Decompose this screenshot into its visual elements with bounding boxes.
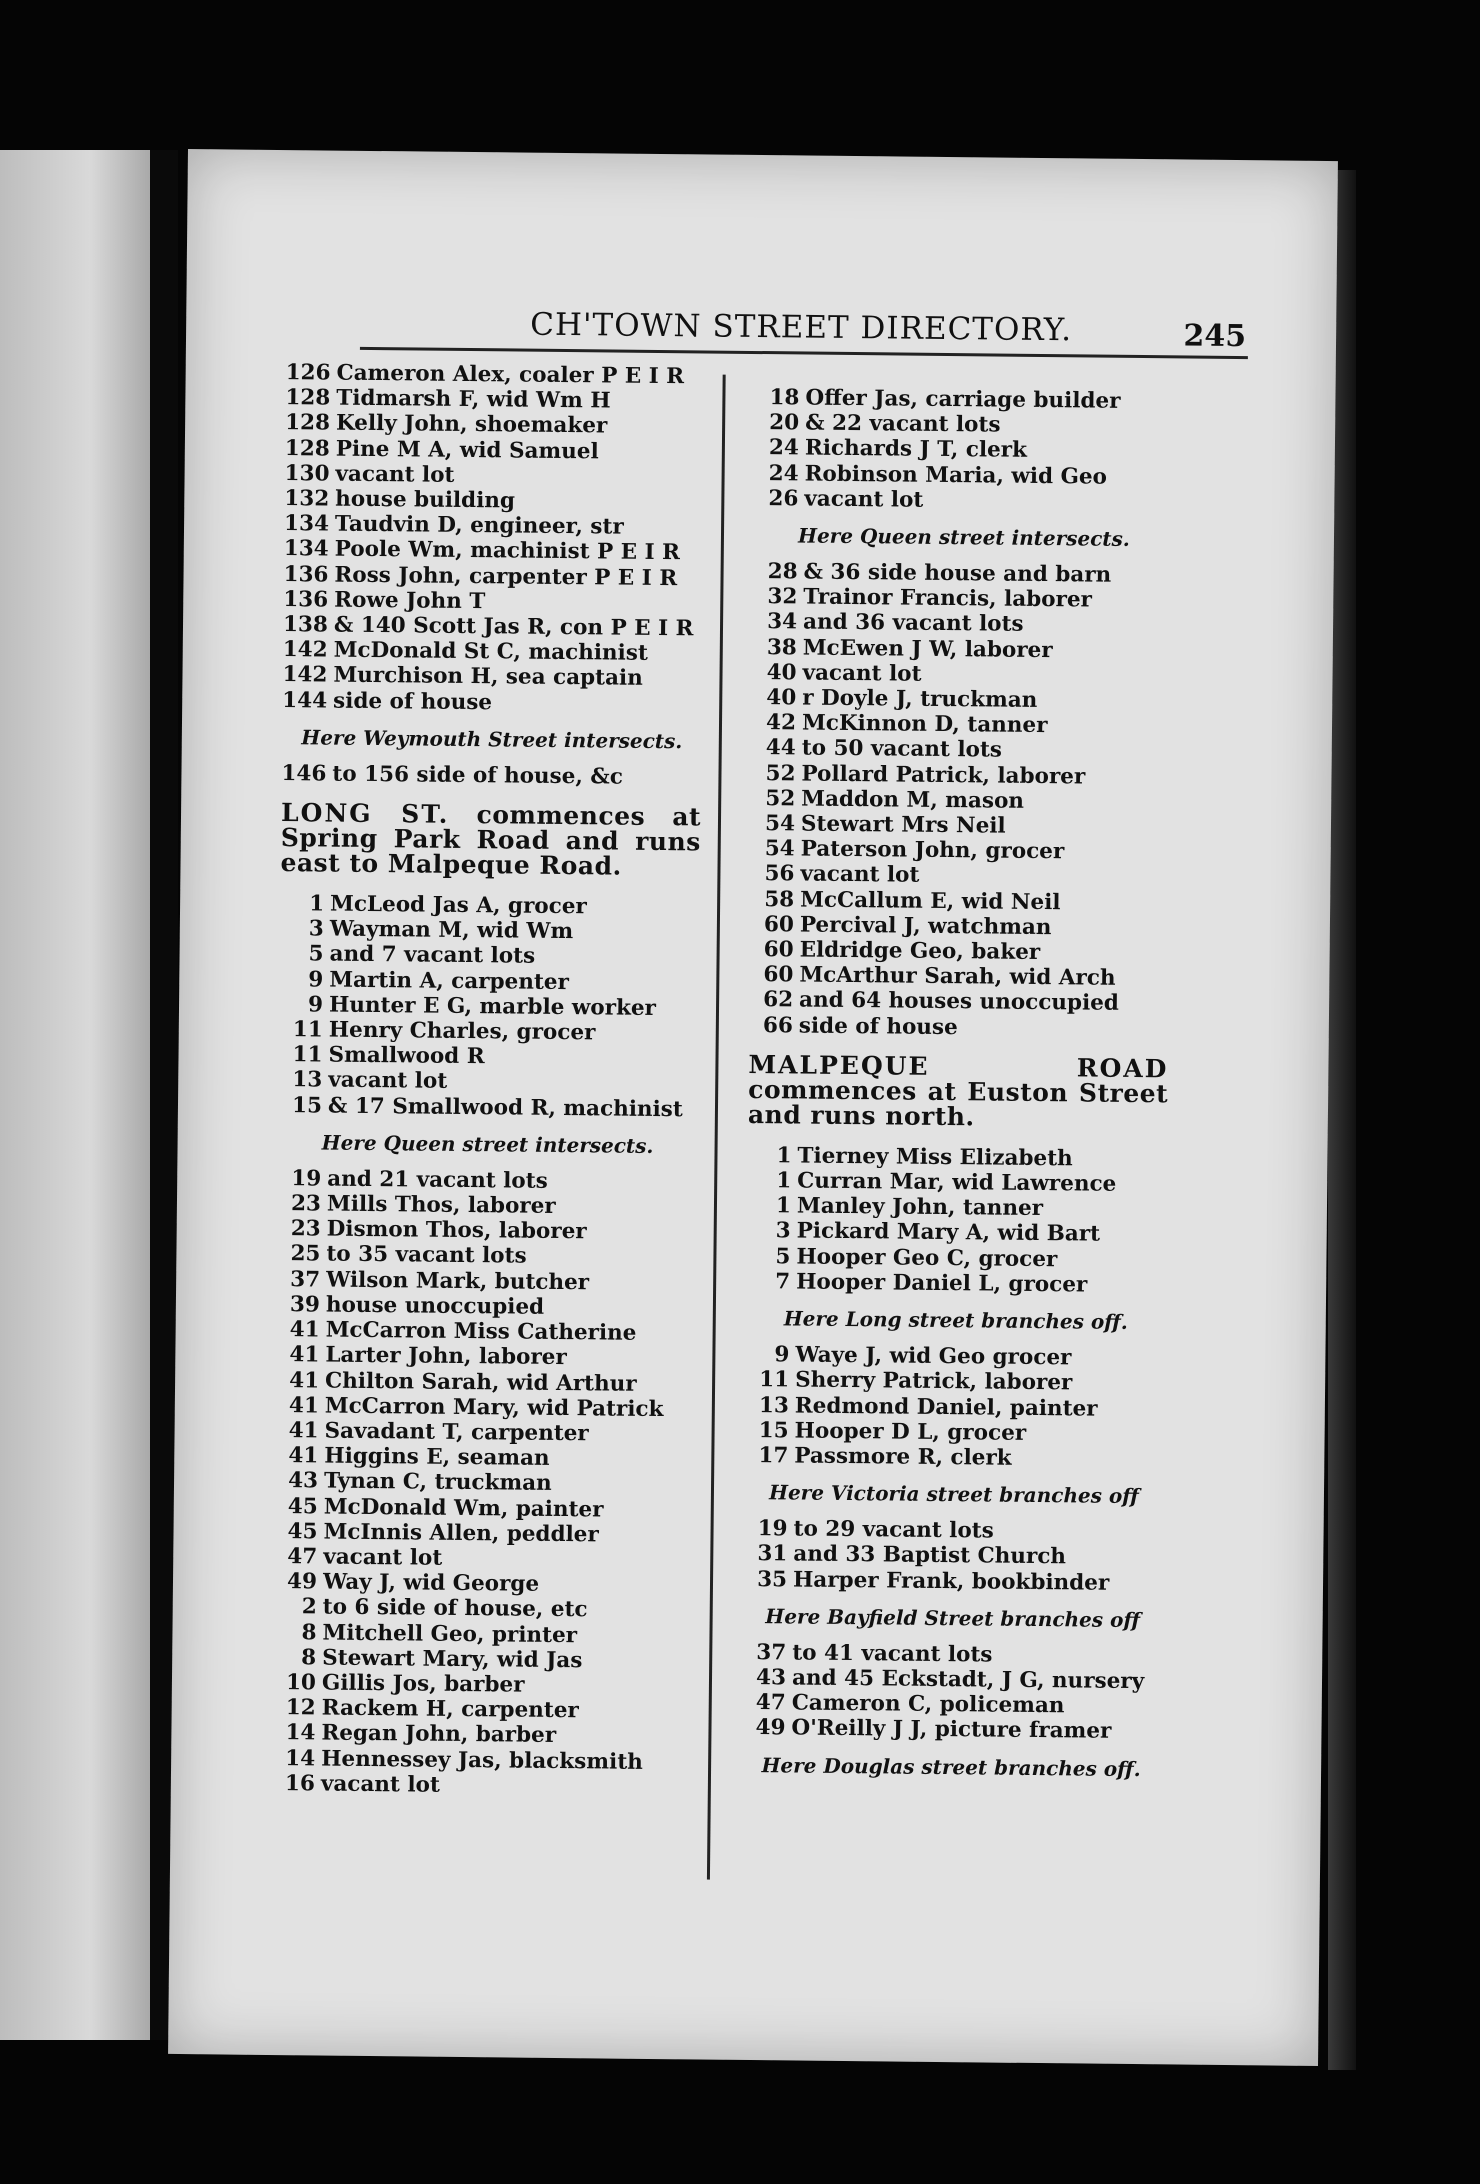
entry-text: Murchison H, sea captain	[333, 663, 643, 692]
house-number: 138	[282, 612, 329, 638]
entry-text: vacant lot	[802, 660, 922, 687]
house-number: 60	[763, 911, 795, 938]
entry-text: Robinson Maria, wid Geo	[804, 461, 1108, 490]
directory-entry	[271, 1771, 691, 1801]
entry-text: Hennessey Jas, blacksmith	[321, 1746, 643, 1775]
entry-text: Hunter E G, marble worker	[328, 992, 657, 1021]
house-number: 1	[309, 891, 325, 917]
entry-text: O'Reilly J J, picture framer	[791, 1715, 1112, 1745]
house-number: 12	[285, 1695, 316, 1721]
house-number: 3	[308, 916, 324, 942]
intersection-note: Here Douglas street branches off.	[761, 1752, 1141, 1781]
house-number: 7	[775, 1269, 791, 1295]
entry-text: Ross John, carpenter P E I R	[334, 562, 678, 591]
entry-text: McCarron Miss Catherine	[325, 1317, 637, 1346]
house-number: 132	[284, 486, 330, 512]
entry-text: Cameron Alex, coaler P E I R	[336, 360, 685, 390]
house-number: 136	[283, 561, 329, 588]
house-number: 13	[292, 1067, 323, 1093]
entry-text: Tynan C, truckman	[323, 1468, 552, 1497]
entry-text: McEwen J W, laborer	[802, 635, 1053, 663]
directory-entry	[278, 1093, 698, 1123]
entry-text: Passmore R, clerk	[794, 1443, 1012, 1471]
entry-text: Rowe John T	[334, 587, 486, 614]
house-number: 142	[282, 637, 328, 663]
house-number: 11	[292, 1042, 323, 1068]
house-number: 42	[765, 710, 797, 736]
left-column	[271, 360, 706, 1800]
entry-text: Sherry Patrick, laborer	[795, 1367, 1073, 1396]
entry-text: Mills Thos, laborer	[326, 1191, 556, 1220]
house-number: 54	[764, 811, 796, 837]
entry-text: vacant lot	[804, 486, 924, 513]
house-number: 128	[285, 385, 331, 411]
entry-text: Curran Mar, wid Lawrence	[797, 1168, 1117, 1197]
entry-text: Cameron C, policeman	[791, 1690, 1065, 1719]
entry-text: Trainor Francis, laborer	[803, 584, 1093, 613]
house-number: 9	[307, 992, 324, 1018]
house-number: 23	[290, 1216, 321, 1242]
entry-text: Way J, wid George	[322, 1569, 540, 1597]
house-number: 16	[284, 1770, 316, 1797]
entry-text: Tierney Miss Elizabeth	[797, 1143, 1073, 1172]
house-number: 128	[284, 435, 330, 462]
entry-text: vacant lot	[800, 861, 920, 889]
entry-text: Larter John, laborer	[325, 1342, 567, 1371]
house-number: 54	[764, 836, 795, 862]
house-number: 31	[757, 1541, 788, 1567]
entry-text: r Doyle J, truckman	[802, 685, 1038, 713]
house-number: 11	[292, 1017, 323, 1043]
house-number: 45	[287, 1493, 318, 1519]
entry-text: Chilton Sarah, wid Arthur	[324, 1368, 637, 1397]
house-number: 41	[289, 1342, 320, 1368]
street-name: MALPEQUE ROAD	[748, 1049, 1169, 1084]
street-heading	[280, 800, 701, 879]
entry-text: Paterson John, grocer	[800, 836, 1065, 865]
house-number: 38	[766, 634, 797, 661]
intersection-note: Here Weymouth Street intersects.	[301, 725, 683, 754]
entry-text: McCallum E, wid Neil	[800, 887, 1061, 915]
house-number: 37	[756, 1639, 787, 1666]
page-number: 245	[1183, 318, 1247, 355]
house-number: 146	[281, 760, 327, 787]
entry-text: Pickard Mary A, wid Bart	[796, 1218, 1101, 1248]
house-number: 14	[285, 1720, 316, 1746]
directory-entry	[744, 1443, 1164, 1473]
house-number: 134	[283, 511, 330, 537]
directory-entry	[282, 688, 702, 718]
house-number: 5	[775, 1243, 791, 1270]
entry-text: McDonald Wm, painter	[323, 1494, 604, 1522]
entry-text: Taudvin D, engineer, str	[334, 511, 624, 540]
house-number: 49	[755, 1715, 786, 1741]
entry-text: Poole Wm, machinist P E I R	[334, 537, 681, 566]
house-number: 62	[763, 987, 794, 1013]
entry-text: side of house	[332, 688, 493, 715]
column-divider	[707, 375, 726, 1880]
running-header	[356, 291, 1247, 355]
house-number: 60	[763, 962, 794, 988]
house-number: 14	[285, 1745, 316, 1771]
entry-text: to 156 side of house, &c	[332, 761, 624, 790]
directory-entry	[743, 1566, 1163, 1596]
house-number: 20	[769, 410, 800, 436]
house-number: 3	[775, 1218, 791, 1244]
entry-text: McCarron Mary, wid Patrick	[324, 1393, 664, 1422]
entry-text: Waye J, wid Geo grocer	[795, 1342, 1072, 1371]
entry-text: Eldridge Geo, baker	[799, 937, 1041, 966]
directory-entry	[746, 1269, 1166, 1299]
entry-text: Hooper Daniel L, grocer	[796, 1269, 1088, 1298]
entry-text: McDonald St C, machinist	[333, 637, 648, 667]
entry-text: and 7 vacant lots	[329, 942, 536, 970]
house-number: 40	[766, 685, 797, 711]
entry-text: vacant lot	[323, 1544, 443, 1571]
house-number: 5	[308, 941, 324, 967]
house-number: 24	[768, 460, 799, 487]
entry-text: to 6 side of house, etc	[322, 1594, 588, 1623]
entry-text: McKinnon D, tanner	[801, 710, 1048, 739]
entry-text: Richards J T, clerk	[804, 435, 1028, 464]
house-number: 17	[758, 1442, 789, 1469]
entry-text: Smallwood R	[328, 1042, 485, 1070]
house-number: 44	[765, 735, 796, 761]
entry-text: Gillis Jos, barber	[321, 1670, 525, 1698]
entry-text: house unoccupied	[325, 1292, 545, 1320]
entry-text: Harper Frank, bookbinder	[792, 1566, 1110, 1596]
entry-text: Dismon Thos, laborer	[326, 1216, 587, 1245]
house-number: 130	[284, 460, 330, 487]
directory-entry	[741, 1715, 1161, 1745]
entry-text: Hooper Geo C, grocer	[796, 1244, 1058, 1272]
entry-text: house building	[335, 486, 516, 514]
house-number: 9	[308, 966, 324, 993]
house-number: 58	[764, 886, 795, 913]
entry-text: McInnis Allen, peddler	[323, 1519, 599, 1548]
entry-text: and 33 Baptist Church	[793, 1541, 1067, 1570]
street-heading	[747, 1049, 1169, 1132]
entry-text: Wilson Mark, butcher	[326, 1267, 590, 1295]
house-number: 25	[290, 1241, 321, 1267]
street-description: commences at Spring Park Road and runs east to Malpeque Road.	[280, 799, 702, 881]
entry-text: Tidmarsh F, wid Wm H	[336, 385, 611, 414]
house-number: 35	[757, 1566, 788, 1592]
house-number: 34	[767, 609, 798, 635]
entry-text: Rackem H, carpenter	[321, 1695, 579, 1724]
intersection-note: Here Queen street intersects.	[798, 523, 1130, 551]
entry-text: Pine M A, wid Samuel	[335, 436, 599, 464]
house-number: 45	[287, 1518, 318, 1545]
house-number: 134	[283, 536, 329, 562]
house-number: 136	[283, 586, 329, 613]
house-number: 19	[291, 1166, 322, 1192]
entry-text: & 140 Scott Jas R, con P E I R	[333, 612, 694, 642]
entry-text: and 45 Eckstadt, J G, nursery	[791, 1665, 1145, 1695]
directory-page	[168, 149, 1338, 2066]
entry-text: Savadant T, carpenter	[324, 1418, 589, 1447]
house-number: 8	[301, 1645, 317, 1671]
house-number: 39	[289, 1292, 321, 1318]
house-number: 43	[755, 1664, 787, 1691]
entry-text: vacant lot	[328, 1068, 448, 1095]
entry-text: Mitchell Geo, printer	[322, 1620, 578, 1648]
entry-text: to 29 vacant lots	[793, 1516, 994, 1544]
street-description: commences at Euston Street and runs north.	[747, 1074, 1169, 1132]
directory-entry	[754, 486, 1174, 516]
entry-text: Regan John, barber	[321, 1720, 557, 1749]
intersection-note: Here Long street branches off.	[783, 1306, 1128, 1335]
entry-text: Pollard Patrick, laborer	[801, 761, 1086, 790]
entry-text: Stewart Mary, wid Jas	[322, 1645, 583, 1673]
house-number: 56	[764, 861, 795, 887]
house-number: 66	[762, 1012, 793, 1039]
entry-text: vacant lot	[335, 461, 455, 488]
street-name: LONG ST.	[280, 798, 450, 829]
house-number: 41	[288, 1443, 319, 1469]
entry-text: Redmond Daniel, painter	[794, 1392, 1098, 1422]
house-number: 15	[758, 1417, 789, 1444]
entry-text: Wayman M, wid Wm	[329, 916, 574, 945]
house-number: 1	[775, 1193, 792, 1219]
house-number: 24	[768, 435, 800, 461]
entry-text: Martin A, carpenter	[329, 967, 569, 995]
house-number: 37	[290, 1266, 321, 1293]
house-number: 2	[301, 1594, 317, 1620]
house-number: 43	[288, 1468, 319, 1494]
entry-text: to 50 vacant lots	[801, 735, 1003, 764]
entry-text: Henry Charles, grocer	[328, 1017, 596, 1046]
entry-text: Stewart Mrs Neil	[800, 811, 1006, 839]
house-number: 52	[765, 760, 796, 787]
house-number: 28	[767, 559, 798, 585]
house-number: 47	[287, 1544, 318, 1570]
intersection-note: Here Bayfield Street branches off	[765, 1603, 1141, 1632]
house-number: 52	[765, 785, 796, 812]
right-column	[741, 385, 1176, 1793]
entry-text: to 41 vacant lots	[792, 1640, 993, 1668]
house-number: 142	[282, 662, 328, 688]
entry-text: to 35 vacant lots	[326, 1242, 527, 1270]
directory-entry	[281, 761, 701, 791]
entry-text: Percival J, watchman	[799, 912, 1052, 940]
house-number: 41	[289, 1367, 320, 1393]
house-number: 26	[768, 485, 799, 512]
house-number: 41	[289, 1317, 320, 1343]
house-number: 10	[285, 1670, 317, 1696]
entry-text: Manley John, tanner	[796, 1193, 1044, 1222]
house-number: 9	[774, 1342, 790, 1368]
directory-entry	[749, 1013, 1169, 1043]
house-number: 13	[758, 1392, 790, 1418]
facing-page-edge	[0, 150, 150, 2040]
house-number: 144	[282, 687, 328, 714]
house-number: 19	[757, 1516, 788, 1542]
entry-text: and 64 houses unoccupied	[798, 987, 1120, 1017]
house-number: 15	[291, 1092, 323, 1119]
entry-text: Kelly John, shoemaker	[335, 411, 608, 439]
house-number: 41	[288, 1418, 319, 1444]
entry-text: & 22 vacant lots	[805, 410, 1001, 438]
entry-text: McArthur Sarah, wid Arch	[799, 962, 1116, 992]
entry-text: side of house	[798, 1013, 958, 1040]
entry-text: Offer Jas, carriage builder	[805, 385, 1121, 414]
house-number: 49	[286, 1569, 318, 1595]
house-number: 41	[288, 1392, 319, 1419]
entry-text: vacant lot	[320, 1771, 440, 1798]
house-number: 60	[763, 937, 794, 963]
house-number: 11	[759, 1367, 790, 1393]
house-number: 128	[285, 410, 331, 436]
entry-text: and 21 vacant lots	[327, 1166, 548, 1194]
house-number: 126	[285, 360, 331, 386]
house-number: 8	[301, 1619, 317, 1645]
house-number: 47	[755, 1690, 786, 1716]
house-number: 32	[767, 584, 798, 610]
entry-text: & 36 side house and barn	[803, 559, 1112, 588]
entry-text: Higgins E, seaman	[324, 1443, 550, 1471]
entry-text: Maddon M, mason	[801, 786, 1025, 814]
entry-text: and 36 vacant lots	[802, 609, 1024, 638]
entry-text: McLeod Jas A, grocer	[329, 891, 587, 920]
house-number: 18	[769, 385, 800, 411]
house-number: 1	[776, 1143, 792, 1169]
entry-text: Hooper D L, grocer	[794, 1418, 1027, 1446]
house-number: 40	[766, 659, 797, 686]
page-title: CH'TOWN STREET DIRECTORY.	[530, 306, 1073, 349]
house-number: 1	[776, 1168, 792, 1194]
intersection-note: Here Victoria street branches off	[769, 1480, 1139, 1509]
entry-text: & 17 Smallwood R, machinist	[327, 1093, 683, 1122]
intersection-note: Here Queen street intersects.	[321, 1130, 654, 1158]
house-number: 23	[290, 1191, 322, 1217]
